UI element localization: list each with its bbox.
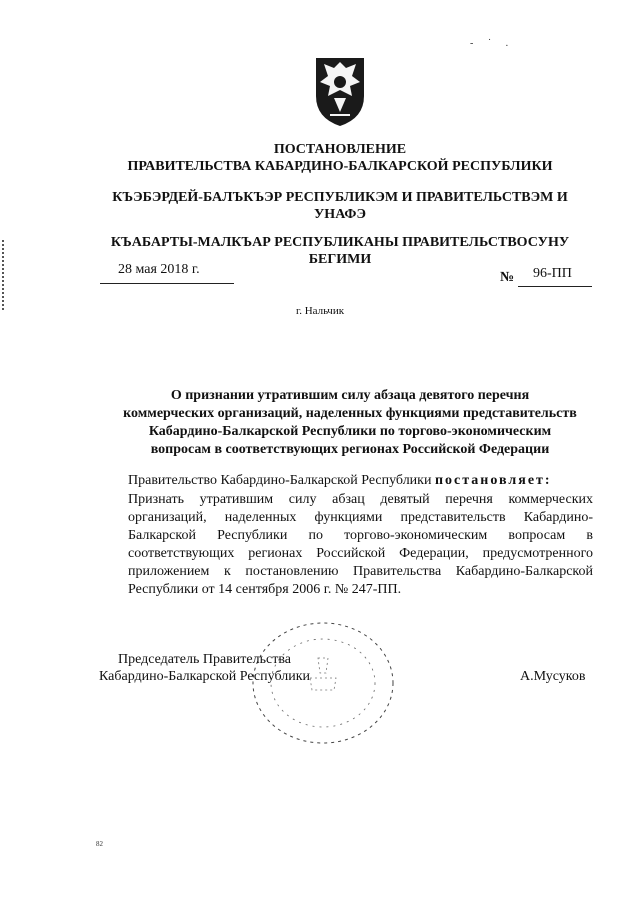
signatory-role-line1: Председатель Правительства bbox=[118, 652, 291, 667]
number-sign: № bbox=[500, 270, 515, 285]
issuer-balkar-line1: КЪАБАРТЫ-МАЛКЪАР РЕСПУБЛИКАНЫ ПРАВИТЕЛЬСТВОСУНУ bbox=[110, 235, 570, 250]
issuer-russian: ПРАВИТЕЛЬСТВА КАБАРДИНО-БАЛКАРСКОЙ РЕСПУБЛИКИ bbox=[127, 159, 553, 174]
paragraph-line: организаций, наделенных функциями представительств Кабардино- bbox=[128, 510, 593, 525]
scan-marks: ‑ ˙ . bbox=[470, 38, 515, 49]
decree-date: 28 мая 2018 г. bbox=[118, 262, 200, 277]
issuer-balkar-line2: БЕГИМИ bbox=[308, 252, 372, 267]
resolution-paragraph bbox=[99, 491, 593, 599]
document-type: ПОСТАНОВЛЕНИЕ bbox=[273, 142, 407, 157]
decree-number: 96-ПП bbox=[533, 266, 572, 281]
number-underline bbox=[518, 286, 592, 287]
paragraph-line: Признать утратившим силу абзац девятый перечня коммерческих bbox=[128, 492, 593, 507]
subject-line: О признании утратившим силу абзаца девятого перечня bbox=[170, 388, 530, 403]
paragraph-line: соответствующих регионах Российской Федерации, предусмотренного bbox=[128, 546, 593, 561]
signatory-name: А.Мусуков bbox=[520, 669, 586, 684]
paragraph-line: Балкарской Республики по торгово-экономическим вопросам в bbox=[128, 528, 593, 543]
coat-of-arms-icon bbox=[312, 52, 368, 128]
issuer-kabardian-line2: УНАФЭ bbox=[314, 207, 366, 222]
subject-line: Кабардино-Балкарской Республики по торгово-экономическим bbox=[148, 424, 552, 439]
footer-mark: 82 bbox=[96, 840, 103, 848]
intro-verb: постановляет: bbox=[434, 473, 552, 488]
intro-text: Правительство Кабардино-Балкарской Республики bbox=[128, 473, 435, 488]
subject-line: вопросам в соответствующих регионах Российской Федерации bbox=[150, 442, 550, 457]
city: г. Нальчик bbox=[295, 305, 345, 317]
paragraph-line: Республики от 14 сентября 2006 г. № 247-ПП. bbox=[128, 582, 402, 597]
issuer-kabardian-line1: КЪЭБЭРДЕЙ-БАЛЪКЪЭР РЕСПУБЛИКЭМ И ПРАВИТЕЛЬСТВЭМ И bbox=[112, 190, 568, 205]
margin-scan-mark bbox=[2, 240, 10, 310]
paragraph-line: приложением к постановлению Правительства Кабардино-Балкарской bbox=[128, 564, 593, 579]
date-underline bbox=[100, 283, 234, 284]
signatory-role-line2: Кабардино-Балкарской Республики bbox=[99, 669, 310, 684]
resolution-intro bbox=[128, 473, 552, 489]
subject-line: коммерческих организаций, наделенных функциями представительств bbox=[123, 406, 577, 421]
